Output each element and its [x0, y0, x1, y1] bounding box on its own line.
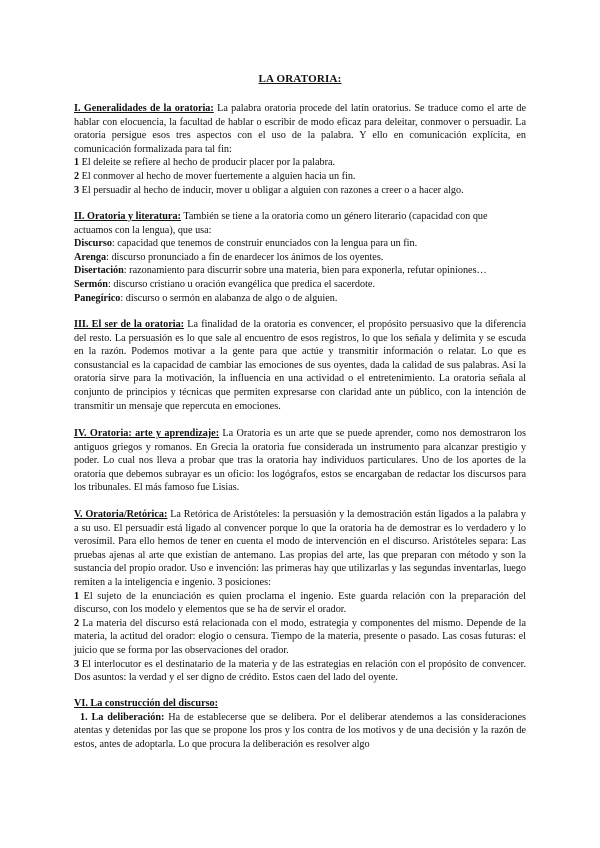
item-text: La materia del discurso está relacionada con el modo, estrategia y componentes del mismo. Depende de la materia, la actitud del orador: elogio o censura. Tiempo de la materia, presente o pasado. Las cosas futuras: el juicio que se forma por las observaciones del orador.: [74, 617, 526, 656]
item-number: 2: [74, 617, 80, 629]
section-heading: III. El ser de la oratoria:: [74, 319, 185, 330]
list-item: [74, 590, 526, 617]
section-paragraph: [74, 427, 526, 495]
item-text: El interlocutor es el destinatario de la materia y de las estrategias en relación con el propósito de convencer. Dos asuntos: la verdad y el ser digno de crédito. Estos caen del lado del oyente.: [74, 658, 526, 684]
section-oratoria-literatura: [74, 210, 526, 305]
section-paragraph: [74, 210, 526, 237]
definition-item: [74, 292, 526, 306]
definition-item: [74, 278, 526, 292]
item-term: La deliberación:: [91, 711, 165, 723]
section-heading: VI. La construcción del discurso:: [74, 698, 219, 709]
definition-term: Disertación: [74, 265, 124, 277]
list-item: [74, 711, 526, 752]
item-text: El sujeto de la enunciación es quien proclama el ingenio. Este guarda relación con la preparación del discurso, con los modelo y elementos que se ha de servir el orador.: [74, 590, 526, 616]
definition-term: Arenga: [74, 251, 107, 263]
section-paragraph: [74, 102, 526, 156]
item-number: 1: [74, 157, 80, 169]
item-number: 1: [74, 590, 80, 602]
item-text: Ha de establecerse que se delibera. Por el deliberar atendemos a las consideraciones atentas y detenidas por las que se propone los pros y los contra de los motivos y de una decisión y la razón de estos, antes de adoptarla. Lo que procura la deliberación es resolver algo: [74, 711, 526, 750]
definition-item: [74, 237, 526, 251]
section-text: La finalidad de la oratoria es convencer, el propósito persuasivo que la diferencia del resto. La persuasión es lo que sale al encuentro de esos registros, lo que los señala y delimita y se escuda en la razón. Podemos motivar a la gente para que actúe y transmitir información o relatar. Lo que es consustancial es la capacidad de cambiar las emociones de sus oyentes, dada la calidad de sus palabras. Así la oratoria sirve para la motivación, la influencia en una actividad o el entretenimiento. La oratoria señala al conjunto de principios y técnicas que permiten expresarse con claridad ante un público, con la intención de transmitir un mensaje que repercuta en emociones.: [74, 319, 526, 412]
item-text: El deleite se refiere al hecho de producir placer por la palabra.: [79, 157, 336, 169]
list-item: [74, 156, 526, 170]
list-item: [74, 658, 526, 685]
list-item: [74, 184, 526, 198]
list-item: [74, 617, 526, 658]
document-title: LA ORATORIA:: [258, 73, 342, 85]
definition-term: Sermón: [74, 278, 108, 290]
section-text: La Retórica de Aristóteles: la persuasión y la demostración están ligados a la palabra y a su uso. El persuadir está ligado al convencer porque lo que la oratoria ha de demostrar es lo verdadero y lo verosímil. Para ello hemos de tener en cuenta el modo de intervención en el discurso. Aristóteles separa: Las pruebas ajenas al arte que existían de antemano. Las propias del arte, las que preparan con método y son la sustancia del propio orador. Uso e invención: las primeras hay que utilizarlas y las segundas inventarlas, luego remiten a la inteligencia e ingenio. 3 posiciones:: [74, 509, 526, 588]
definition-term: Discurso: [74, 238, 112, 250]
section-ser-oratoria: [74, 318, 526, 413]
definition-item: [74, 251, 526, 265]
section-heading: V. Oratoria/Retórica:: [74, 509, 168, 520]
section-paragraph: [74, 508, 526, 590]
definition-text: : discurso cristiano u oración evangélica que predica el sacerdote.: [107, 278, 375, 290]
item-number: 3: [74, 184, 80, 196]
list-item: [74, 170, 526, 184]
definition-text: : discurso pronunciado a fin de enardecer los ánimos de los oyentes.: [106, 251, 384, 263]
section-oratoria-retorica: [74, 508, 526, 685]
section-generalidades: [74, 102, 526, 197]
definition-text: : razonamiento para discurrir sobre una materia, bien para exponerla, refutar opiniones…: [123, 265, 487, 277]
section-construccion-discurso: [74, 697, 526, 751]
item-number: 3: [74, 658, 80, 670]
item-text: El persuadir al hecho de inducir, mover u obligar a alguien con razones a creer o a hacer algo.: [79, 184, 464, 196]
section-heading: I. Generalidades de la oratoria:: [74, 103, 214, 114]
section-text: La palabra oratoria procede del latín oratorius. Se traduce como el arte de hablar con elocuencia, la facultad de hablar o escribir de modo eficaz para deleitar, conmover o persuadir. La oratoria persigue esos tres aspectos con el uso de la palabra. Y ello en comunicación explícita, en comunicación formalizada para tal fin:: [74, 103, 526, 155]
definition-text: : discurso o sermón en alabanza de algo o de alguien.: [120, 292, 338, 304]
definition-item: [74, 264, 526, 278]
section-paragraph: [74, 697, 526, 711]
section-paragraph: [74, 318, 526, 413]
definition-text: : capacidad que tenemos de construir enunciados con la lengua para un fin.: [111, 238, 418, 250]
section-heading: II. Oratoria y literatura:: [74, 211, 181, 222]
section-heading: IV. Oratoria: arte y aprendizaje:: [74, 428, 220, 439]
item-number: 1.: [80, 711, 88, 723]
section-arte-aprendizaje: [74, 427, 526, 495]
section-text: La Oratoria es un arte que se puede aprender, como nos demostraron los antiguos griegos y romanos. En Grecia la oratoria fue considerada un instrumento para alcanzar prestigio y poder. Lo cual nos lleva a probar que tras la oratoria hay individuos particulares. Uno de los aportes de la oratoria que debemos subrayar es un oficio: los logógrafos, estos se encargaban de redactar los discursos para los tribunales. El más famoso fue Lisias.: [74, 428, 526, 494]
definition-term: Panegírico: [74, 292, 121, 304]
section-text: También se tiene a la oratoria como un género literario (capacidad con que actuamos con la lengua), que usa:: [74, 211, 488, 236]
item-number: 2: [74, 170, 80, 182]
item-text: El conmover al hecho de mover fuertemente a alguien hacia un fin.: [79, 170, 356, 182]
